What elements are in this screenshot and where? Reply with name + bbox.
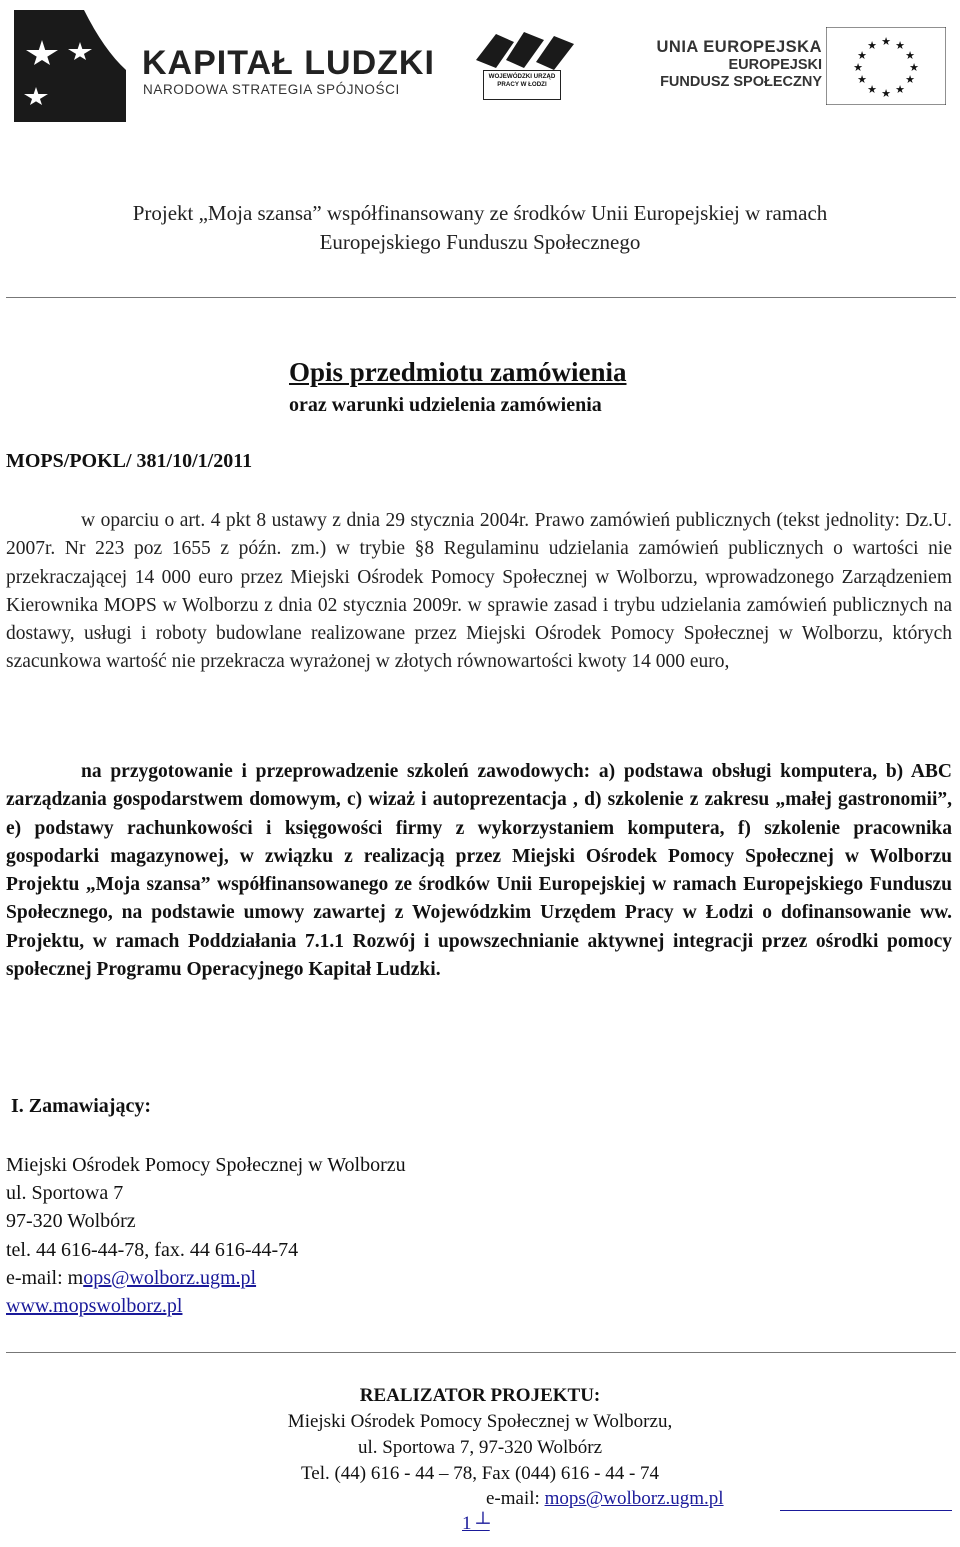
- ordering-party-email-row: [6, 1264, 406, 1292]
- footer-email-label: e-mail:: [486, 1488, 545, 1509]
- reference-number: MOPS/POKL/ 381/10/1/2011: [6, 450, 253, 472]
- ordering-party-city: 97-320 Wolbórz: [6, 1210, 136, 1233]
- project-header-note: [0, 199, 960, 257]
- footer: [0, 1383, 960, 1487]
- wup-logo-label: WOJEWÓDZKI URZĄD PRACY W ŁODZI: [483, 70, 561, 100]
- footer-email-underline: [780, 1510, 952, 1511]
- ue-line2: EUROPEJSKI: [728, 57, 822, 73]
- section-heading-ordering-party: I. Zamawiający:: [11, 1095, 151, 1117]
- ordering-party-phone: tel. 44 616-44-78, fax. 44 616-44-74: [6, 1238, 299, 1261]
- website-link[interactable]: www.mopswolborz.pl: [6, 1295, 183, 1318]
- header-note-line1: Projekt „Moja szansa” współfinansowany ze środków Unii Europejskiej w ramach: [132, 201, 828, 225]
- kapital-ludzki-title: KAPITAŁ LUDZKI: [142, 44, 435, 82]
- svg-text:★: ★: [857, 73, 867, 86]
- ue-line1: UNIA EUROPEJSKA: [656, 38, 822, 56]
- svg-text:★: ★: [881, 87, 891, 100]
- footer-phone: Tel. (44) 616 - 44 – 78, Fax (044) 616 - 44 - 74: [300, 1463, 660, 1484]
- header-divider: [6, 297, 956, 298]
- document-subtitle: oraz warunki udzielenia zamówienia: [289, 394, 602, 416]
- svg-text:★: ★: [895, 39, 905, 52]
- kapital-ludzki-subtitle: NARODOWA STRATEGIA SPÓJNOŚCI: [143, 82, 400, 97]
- footer-email-link[interactable]: mops@wolborz.ugm.pl: [544, 1488, 724, 1509]
- footer-divider: [6, 1352, 956, 1353]
- footer-heading: REALIZATOR PROJEKTU:: [359, 1385, 601, 1406]
- footer-name: Miejski Ośrodek Pomocy Społecznej w Wolborzu,: [287, 1411, 673, 1432]
- ordering-party-name: Miejski Ośrodek Pomocy Społecznej w Wolborzu: [6, 1154, 406, 1176]
- svg-text:★: ★: [909, 61, 919, 74]
- legal-basis-text: w oparciu o art. 4 pkt 8 ustawy z dnia 29 stycznia 2004r. Prawo zamówień publicznych (tekst jednolity: Dz.U. 2007r. Nr 223 poz 1655 z późn. zm.) w trybie §8 Regulaminu udzielania zamówień publicznych o wartości nie przekraczającej 14 000 euro przez Miejski Ośrodek Pomocy Społecznej w Wolborzu, wprowadzonego Zarządzeniem Kierownika MOPS w Wolborzu z dnia 02 stycznia 2009r. w sprawie zasad i trybu udzielania zamówień publicznych na dostawy, usługi i roboty budowlane realizowane przez Miejski Ośrodek Pomocy Społecznej w Wolborzu, których szacunkowa wartość nie przekracza wyrażonej w złotych równowartości kwoty 14 000 euro,: [6, 510, 952, 673]
- kapital-ludzki-logo-icon: [14, 10, 126, 122]
- subject-paragraph: [6, 758, 952, 984]
- wup-logo-icon: [466, 30, 578, 70]
- ue-logo-text: [657, 38, 823, 91]
- logo-bar: [0, 0, 960, 125]
- document-title: Opis przedmiotu zamówienia: [289, 357, 627, 387]
- svg-text:★: ★: [881, 35, 891, 48]
- legal-basis-paragraph: [6, 507, 952, 677]
- ordering-party-street: ul. Sportowa 7: [6, 1182, 124, 1205]
- subject-text: na przygotowanie i przeprowadzenie szkoleń zawodowych: a) podstawa obsługi komputera, b) ABC zarządzania gospodarstwem domowym, c) wizaż i autoprezentacja , d) szkolenie z zakresu „małej gastronomii”, e) podstawy rachunkowości i księgowości firmy z wykorzystaniem komputera, f) szkolenie pracownika gospodarki magazynowej, w związku z realizacją przez Miejski Ośrodek Pomocy Społecznej w Wolborzu Projektu „Moja szansa” współfinansowanego ze środków Unii Europejskiej w ramach Europejskiego Funduszu Społecznego, na podstawie umowy zawartej z Wojewódzkim Urzędem Pracy w Łodzi o dofinansowanie ww. Projektu, w ramach Poddziałania 7.1.1 Rozwój i upowszechnianie aktywnej integracji przez ośrodki pomocy społecznej Programu Operacyjnego Kapitał Ludzki.: [6, 761, 952, 981]
- footer-address: ul. Sportowa 7, 97-320 Wolbórz: [357, 1437, 603, 1458]
- svg-text:★: ★: [857, 49, 867, 62]
- footer-email-row: [486, 1488, 724, 1510]
- ordering-party-contact: [6, 1151, 406, 1320]
- svg-text:★: ★: [895, 83, 905, 96]
- email-link[interactable]: ops@wolborz.ugm.pl: [83, 1266, 257, 1289]
- svg-text:★: ★: [853, 61, 863, 74]
- website-row: [6, 1292, 406, 1320]
- email-label: e-mail: m: [6, 1266, 84, 1289]
- ue-line3: FUNDUSZ SPOŁECZNY: [660, 74, 822, 90]
- svg-text:★: ★: [867, 39, 877, 52]
- eu-flag-icon: [826, 27, 946, 105]
- header-note-line2: Europejskiego Funduszu Społecznego: [319, 230, 641, 254]
- page-number: 1 ┴: [462, 1513, 490, 1534]
- svg-text:★: ★: [905, 49, 915, 62]
- svg-text:★: ★: [867, 83, 877, 96]
- svg-text:★: ★: [905, 73, 915, 86]
